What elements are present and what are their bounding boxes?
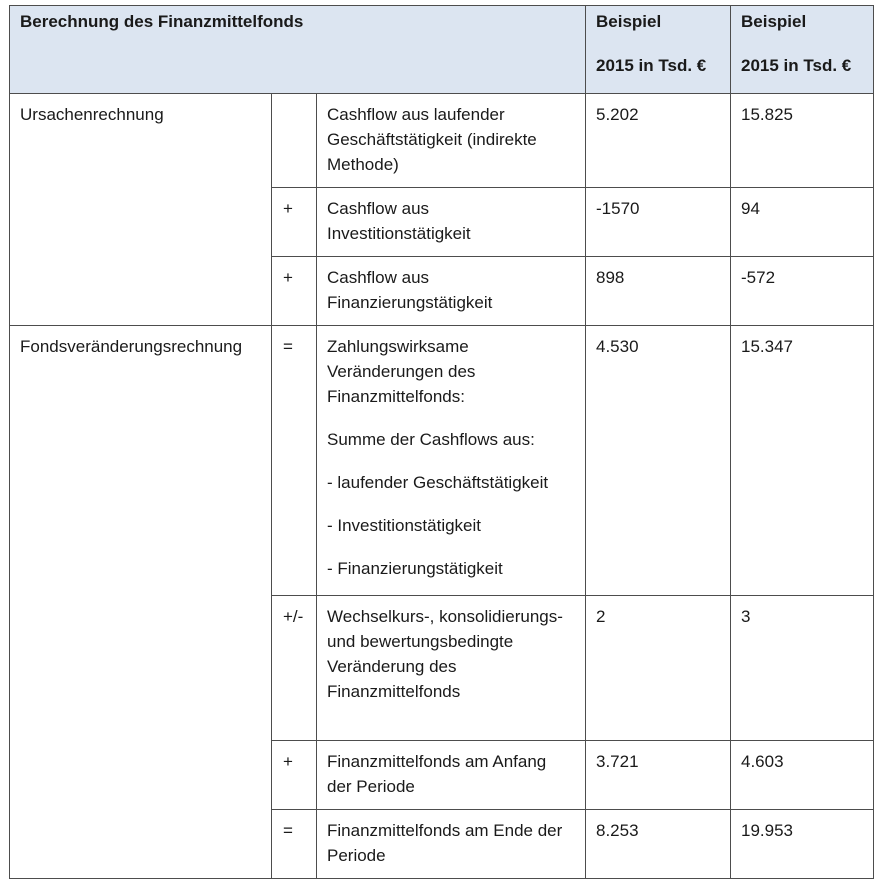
description-list-item: - Investitionstätigkeit <box>327 516 482 535</box>
operator-cell: + <box>272 257 317 326</box>
description-text: Zahlungswirksame Veränderungen des Finanzmittelfonds: <box>327 337 476 406</box>
value-cell-example-1: 2 <box>586 596 731 741</box>
value-cell-example-2: 94 <box>731 188 874 257</box>
description-cell <box>317 94 586 188</box>
description-cell <box>317 257 586 326</box>
total-value-example-1: 8.253 <box>586 810 731 879</box>
description-list-item: - laufender Geschäftstätigkeit <box>327 473 549 492</box>
value-cell-example-2: 15.347 <box>731 326 874 596</box>
description-text: Finanzmittelfonds am Anfang der Periode <box>327 752 547 796</box>
operator-cell: + <box>272 188 317 257</box>
operator-cell: +/- <box>272 596 317 741</box>
operator-cell: + <box>272 741 317 810</box>
description-cell <box>317 741 586 810</box>
description-text: Summe der Cashflows aus: <box>327 430 535 449</box>
column-header-unit: 2015 in Tsd. € <box>741 56 852 75</box>
value-cell-example-1: 898 <box>586 257 731 326</box>
description-list-item: - Finanzierungstätigkeit <box>327 559 503 578</box>
value-cell-example-1: -1570 <box>586 188 731 257</box>
value-cell-example-2: 4.603 <box>731 741 874 810</box>
description-text-total: Finanzmittelfonds am Ende der Periode <box>327 821 563 865</box>
table-row <box>10 326 874 596</box>
value-cell-example-2: 3 <box>731 596 874 741</box>
value-cell-example-1: 3.721 <box>586 741 731 810</box>
column-header-label: Beispiel <box>596 12 662 31</box>
section-label-ursachenrechnung: Ursachenrechnung <box>10 94 272 326</box>
operator-cell: = <box>272 326 317 596</box>
value-cell-example-1: 4.530 <box>586 326 731 596</box>
description-cell <box>317 326 586 596</box>
operator-cell <box>272 94 317 188</box>
column-header-unit: 2015 in Tsd. € <box>596 56 707 75</box>
table-title-text: Berechnung des Finanzmittelfonds <box>20 12 304 31</box>
table-title <box>10 6 586 94</box>
column-header-example-1 <box>586 6 731 94</box>
column-header-example-2 <box>731 6 874 94</box>
description-text: Cashflow aus laufender Geschäftstätigkeit (indirekte Methode) <box>327 105 537 174</box>
description-text: Wechselkurs-, konsolidierungs- und bewertungsbedingte Veränderung des Finanzmittelfonds <box>327 607 563 701</box>
total-value-example-2: 19.953 <box>731 810 874 879</box>
description-cell <box>317 188 586 257</box>
table-header-row <box>10 6 874 94</box>
value-cell-example-2: 15.825 <box>731 94 874 188</box>
column-header-label: Beispiel <box>741 12 807 31</box>
fund-calculation-table <box>9 5 874 879</box>
description-text: Cashflow aus Investitionstätigkeit <box>327 199 471 243</box>
description-text: Cashflow aus Finanzierungstätigkeit <box>327 268 493 312</box>
section-label-fondsveraenderungsrechnung: Fondsveränderungsrechnung <box>10 326 272 879</box>
description-cell <box>317 596 586 741</box>
operator-cell: = <box>272 810 317 879</box>
value-cell-example-1: 5.202 <box>586 94 731 188</box>
value-cell-example-2: -572 <box>731 257 874 326</box>
description-cell <box>317 810 586 879</box>
table-row <box>10 94 874 188</box>
